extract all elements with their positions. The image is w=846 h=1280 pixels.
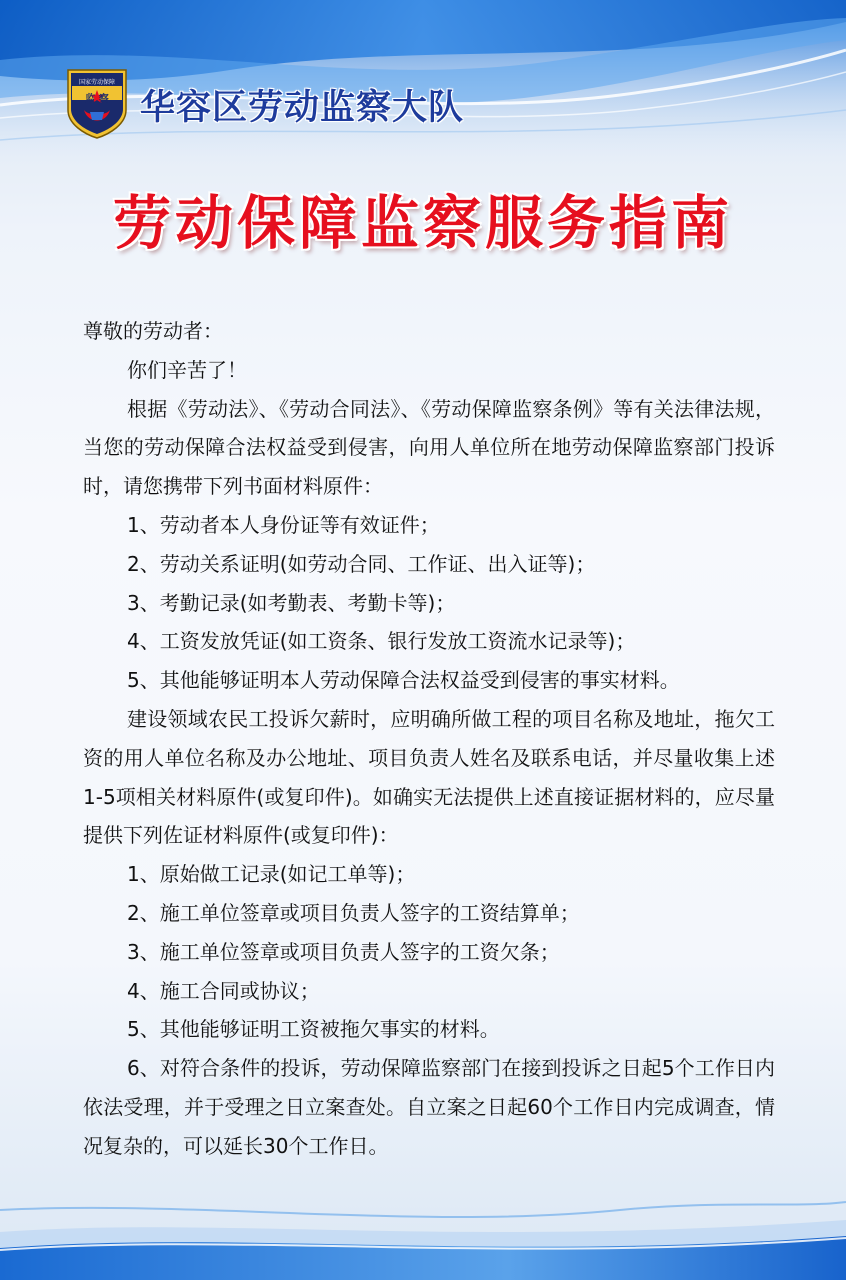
supporting-item: 5、其他能够证明工资被拖欠事实的材料。	[127, 1017, 500, 1042]
guide-body	[83, 312, 775, 1166]
supporting-item: 1、原始做工记录(如记工单等)；	[127, 862, 416, 887]
greeting: 尊敬的劳动者：	[83, 319, 223, 343]
header	[0, 0, 846, 160]
page-title: 劳动保障监察服务指南	[112, 189, 733, 257]
required-item: 1、劳动者本人身份证等有效证件；	[127, 512, 440, 537]
opening-line: 你们辛苦了！	[127, 357, 247, 382]
organization-name: 华容区劳动监察大队	[140, 88, 465, 128]
supporting-item: 3、施工单位签章或项目负责人签字的工资欠条；	[127, 939, 560, 964]
required-item: 4、工资发放凭证(如工资条、银行发放工资流水记录等)；	[127, 629, 636, 654]
labor-inspection-badge	[66, 68, 128, 140]
intro-paragraph: 根据《劳动法》、《劳动合同法》、《劳动保障监察条例》等有关法律法规，当您的劳动保障合法权益受到侵害，向用人单位所在地劳动保障监察部门投诉时，请您携带下列书面材料原件：	[83, 396, 775, 499]
required-item: 5、其他能够证明本人劳动保障合法权益受到侵害的事实材料。	[127, 668, 680, 693]
supporting-item: 2、施工单位签章或项目负责人签字的工资结算单；	[127, 900, 580, 925]
required-item: 3、考勤记录(如考勤表、考勤卡等)；	[127, 590, 456, 615]
construction-note: 建设领域农民工投诉欠薪时，应明确所做工程的项目名称及地址，拖欠工资的用人单位名称及办公地址、项目负责人姓名及联系电话，并尽量收集上述1-5项相关材料原件(或复印件)。如确实无法提供上述直接证据材料的，应尽量提供下列佐证材料原件(或复印件)：	[83, 706, 775, 848]
supporting-item: 4、施工合同或协议；	[127, 978, 320, 1003]
bottom-waves	[0, 1170, 846, 1280]
required-item: 2、劳动关系证明(如劳动合同、工作证、出入证等)；	[127, 551, 596, 576]
closing-paragraph: 6、对符合条件的投诉，劳动保障监察部门在接到投诉之日起5个工作日内依法受理，并于受理之日立案查处。自立案之日起60个工作日内完成调查，情况复杂的，可以延长30个工作日。	[83, 1056, 775, 1158]
badge-top-text: 国家劳动保障	[78, 79, 115, 86]
badge-bottom-text: 监 察	[85, 94, 109, 105]
